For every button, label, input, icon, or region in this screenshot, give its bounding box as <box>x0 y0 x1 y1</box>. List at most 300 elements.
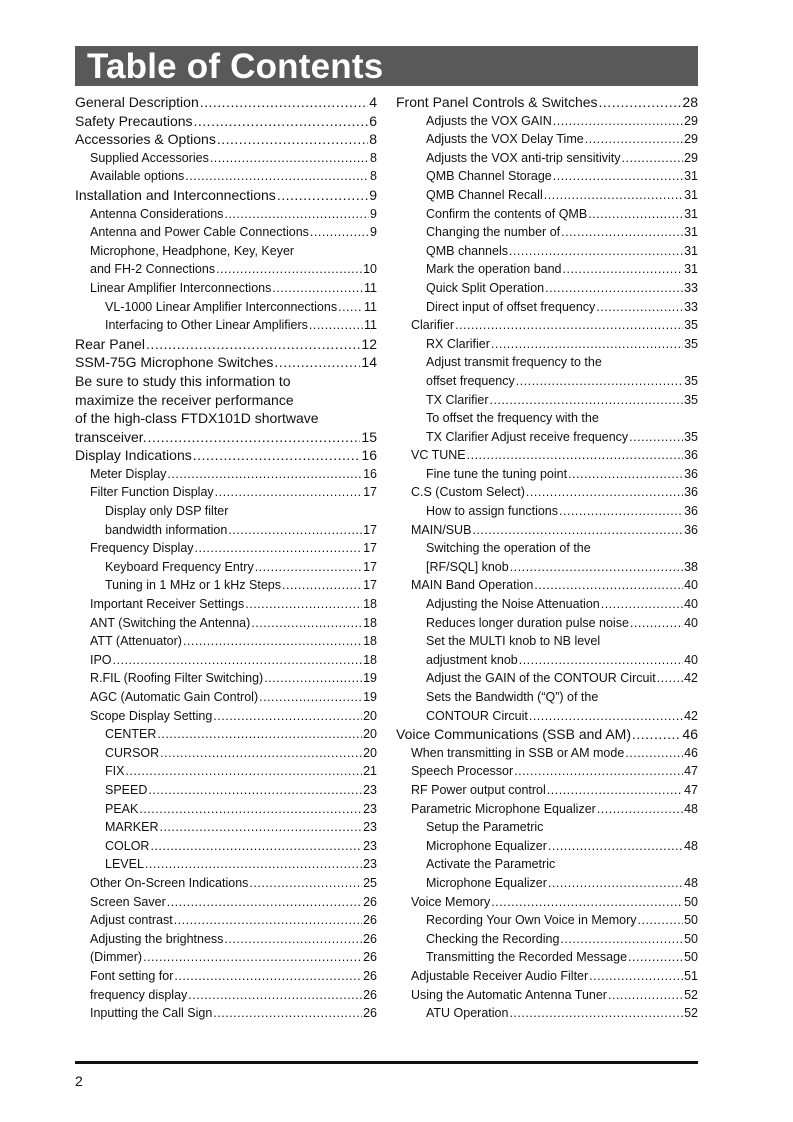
toc-entry[interactable] <box>75 688 377 707</box>
toc-entry-page: 23 <box>363 820 377 835</box>
toc-leader-dots <box>213 707 362 726</box>
toc-entry[interactable] <box>396 223 698 242</box>
toc-entry[interactable] <box>396 391 698 410</box>
toc-leader-dots <box>547 781 683 800</box>
toc-entry-label: Parametric Microphone Equalizer <box>411 801 596 816</box>
toc-leader-dots <box>597 800 683 819</box>
toc-entry-page: 25 <box>363 875 377 890</box>
toc-leader-dots <box>491 335 683 354</box>
toc-entry[interactable] <box>396 874 698 893</box>
toc-entry-page: 18 <box>363 615 377 630</box>
toc-entry-label: adjustment knob <box>426 652 518 667</box>
toc-entry-page: 11 <box>364 318 377 333</box>
toc-entry-page: 18 <box>363 652 377 667</box>
toc-entry-label: of the high-class FTDX101D shortwave <box>75 410 319 427</box>
toc-entry-label: Important Receiver Settings <box>90 597 245 612</box>
toc-entry-label: RX Clarifier <box>426 336 490 351</box>
toc-entry-label: ATT (Attenuator) <box>90 634 182 649</box>
toc-leader-dots <box>148 781 362 800</box>
toc-entry-page: 11 <box>364 280 377 295</box>
toc-entry[interactable] <box>396 930 698 949</box>
toc-entry[interactable] <box>75 409 377 428</box>
toc-entry[interactable] <box>75 558 377 577</box>
toc-entry-label: CONTOUR Circuit <box>426 708 528 723</box>
toc-leader-dots <box>228 521 362 540</box>
toc-entry-page: 12 <box>361 335 377 352</box>
toc-entry[interactable] <box>396 298 698 317</box>
toc-entry[interactable] <box>396 762 698 781</box>
toc-entry-page: 35 <box>684 429 698 444</box>
toc-entry-page: 8 <box>370 150 377 165</box>
toc-leader-dots <box>526 483 683 502</box>
toc-leader-dots <box>183 632 362 651</box>
toc-entry-label: To offset the frequency with the <box>426 411 599 426</box>
toc-entry[interactable] <box>75 372 377 391</box>
toc-leader-dots <box>545 279 683 298</box>
toc-leader-dots <box>113 651 363 670</box>
toc-entry-label: Sets the Bandwidth (“Q”) of the <box>426 690 599 704</box>
toc-entry-label: VC TUNE <box>411 448 466 463</box>
toc-leader-dots <box>145 855 362 874</box>
toc-leader-dots <box>553 167 683 186</box>
toc-entry-page: 9 <box>369 186 377 203</box>
toc-leader-dots <box>510 558 683 577</box>
toc-entry-page: 36 <box>684 504 698 519</box>
toc-leader-dots <box>167 465 362 484</box>
toc-entry-label: Scope Display Setting <box>90 708 213 723</box>
toc-entry[interactable] <box>75 614 377 633</box>
toc-leader-dots <box>455 316 683 335</box>
toc-entry-page: 35 <box>684 336 698 351</box>
toc-leader-dots <box>519 651 683 670</box>
toc-entry[interactable] <box>396 744 698 763</box>
toc-leader-dots <box>561 223 683 242</box>
toc-leader-dots <box>629 428 683 447</box>
toc-entry-page: 48 <box>684 875 698 890</box>
toc-entry-label: C.S (Custom Select) <box>411 485 525 500</box>
toc-leader-dots <box>143 948 362 967</box>
toc-entry[interactable] <box>396 651 698 670</box>
toc-entry-page: 35 <box>684 373 698 388</box>
toc-entry-label: Front Panel Controls & Switches <box>396 94 598 110</box>
toc-leader-dots <box>245 595 362 614</box>
toc-entry-page: 17 <box>363 541 377 556</box>
toc-entry-label: Voice Memory <box>411 894 491 909</box>
toc-entry[interactable] <box>396 205 698 224</box>
toc-entry-label: SPEED <box>105 782 148 797</box>
toc-entry[interactable] <box>396 167 698 186</box>
toc-entry[interactable] <box>75 781 377 800</box>
toc-leader-dots <box>560 930 683 949</box>
toc-entry-label: Be sure to study this information to <box>75 372 291 389</box>
toc-leader-dots <box>272 279 363 298</box>
toc-entry-label: Font setting for <box>90 968 174 983</box>
toc-entry[interactable] <box>75 632 377 651</box>
toc-entry-page: 50 <box>684 950 698 965</box>
toc-entry-page: 36 <box>684 448 698 463</box>
toc-leader-dots <box>255 558 362 577</box>
toc-entry-page: 26 <box>363 1006 377 1021</box>
toc-entry-page: 40 <box>684 578 698 593</box>
toc-entry[interactable] <box>396 465 698 484</box>
toc-leader-dots <box>625 744 683 763</box>
toc-entry[interactable] <box>396 372 698 391</box>
toc-entry[interactable] <box>75 874 377 893</box>
toc-entry[interactable] <box>75 595 377 614</box>
toc-entry[interactable] <box>75 986 377 1005</box>
toc-leader-dots <box>251 614 362 633</box>
toc-entry-page: 29 <box>684 132 698 147</box>
toc-entry[interactable] <box>396 781 698 800</box>
toc-leader-dots <box>193 446 361 465</box>
toc-entry-page: 50 <box>684 913 698 928</box>
toc-entry-page: 29 <box>684 113 698 128</box>
toc-entry-page: 23 <box>363 838 377 853</box>
toc-entry[interactable] <box>75 911 377 930</box>
toc-leader-dots <box>596 298 683 317</box>
toc-leader-dots <box>274 353 360 372</box>
toc-leader-dots <box>509 1004 683 1023</box>
toc-leader-dots <box>553 112 683 131</box>
toc-entry-page: 16 <box>363 466 377 481</box>
toc-leader-dots <box>264 669 362 688</box>
toc-entry[interactable] <box>396 688 698 707</box>
page-title: Table of Contents <box>87 47 384 86</box>
toc-entry-label: Activate the Parametric <box>426 857 556 872</box>
toc-entry[interactable] <box>75 279 377 298</box>
toc-leader-dots <box>216 260 362 279</box>
toc-entry[interactable] <box>396 558 698 577</box>
toc-entry[interactable] <box>75 93 377 112</box>
toc-entry-page: 47 <box>684 764 698 779</box>
toc-leader-dots <box>568 465 683 484</box>
toc-entry-page: 31 <box>684 225 698 240</box>
toc-entry-page: 19 <box>363 671 377 686</box>
toc-entry-label: Adjusts the VOX Delay Time <box>426 132 584 147</box>
toc-entry[interactable] <box>75 855 377 874</box>
toc-entry[interactable] <box>75 502 377 521</box>
toc-entry-page: 19 <box>363 690 377 704</box>
toc-entry-label: Microphone Equalizer <box>426 838 547 853</box>
toc-leader-dots <box>589 967 683 986</box>
toc-entry[interactable] <box>75 465 377 484</box>
toc-entry-label: FIX <box>105 764 125 779</box>
toc-leader-dots <box>259 688 362 707</box>
toc-entry-label: VL-1000 Linear Amplifier Interconnections <box>105 299 338 314</box>
toc-entry[interactable] <box>396 800 698 819</box>
toc-entry[interactable] <box>396 260 698 279</box>
toc-entry-page: 42 <box>684 708 698 723</box>
toc-entry[interactable] <box>396 1004 698 1023</box>
toc-entry-label: Microphone Equalizer <box>426 875 547 890</box>
toc-entry[interactable] <box>396 725 698 744</box>
toc-leader-dots <box>559 502 683 521</box>
toc-entry-label: Meter Display <box>90 466 167 481</box>
toc-entry[interactable] <box>75 298 377 317</box>
toc-entry-label: Direct input of offset frequency <box>426 299 596 314</box>
toc-entry-label: Linear Amplifier Interconnections <box>90 280 272 295</box>
toc-entry[interactable] <box>75 242 377 261</box>
toc-entry-page: 46 <box>682 726 698 743</box>
toc-leader-dots <box>490 391 684 410</box>
toc-entry[interactable] <box>396 409 698 428</box>
toc-entry-label: Accessories & Options <box>75 131 216 148</box>
toc-entry-page: 17 <box>363 485 377 500</box>
toc-entry-label: Clarifier <box>411 318 455 333</box>
toc-leader-dots <box>174 967 362 986</box>
bottom-rule <box>75 1061 698 1064</box>
toc-entry-page: 40 <box>684 615 698 630</box>
toc-entry-label: Antenna Considerations <box>90 206 224 221</box>
toc-entry[interactable] <box>75 539 377 558</box>
toc-entry-page: 9 <box>370 206 377 221</box>
toc-leader-dots <box>467 446 683 465</box>
toc-entry-page: 17 <box>363 522 377 537</box>
toc-entry-page: 31 <box>684 262 698 277</box>
toc-entry[interactable] <box>75 1004 377 1023</box>
toc-entry-page: 17 <box>363 559 377 574</box>
toc-entry-label: Speech Processor <box>411 764 514 779</box>
toc-entry[interactable] <box>75 130 377 149</box>
toc-entry-page: 36 <box>684 485 698 500</box>
toc-entry[interactable] <box>75 428 377 447</box>
toc-entry-page: 48 <box>684 838 698 853</box>
toc-entry-page: 23 <box>363 782 377 797</box>
toc-entry-page: 18 <box>363 634 377 649</box>
toc-entry[interactable] <box>396 186 698 205</box>
toc-entry[interactable] <box>75 521 377 540</box>
toc-entry[interactable] <box>75 762 377 781</box>
toc-entry-label: SSM-75G Microphone Switches <box>75 354 274 371</box>
toc-entry[interactable] <box>396 242 698 261</box>
toc-entry[interactable] <box>396 967 698 986</box>
toc-entry[interactable] <box>396 576 698 595</box>
toc-entry[interactable] <box>396 948 698 967</box>
toc-leader-dots <box>632 725 681 744</box>
toc-entry-label: RF Power output control <box>411 782 546 797</box>
toc-entry-page: 26 <box>363 913 377 928</box>
toc-entry-label: transceiver. <box>75 428 147 445</box>
toc-entry[interactable] <box>396 855 698 874</box>
toc-leader-dots <box>601 595 683 614</box>
toc-entry[interactable] <box>75 930 377 949</box>
toc-entry[interactable] <box>396 911 698 930</box>
toc-entry[interactable] <box>75 837 377 856</box>
toc-entry[interactable] <box>75 186 377 205</box>
toc-entry[interactable] <box>396 986 698 1005</box>
toc-entry-label: Display Indications <box>75 447 192 464</box>
toc-entry-page: 42 <box>684 671 698 686</box>
toc-entry-label: AGC (Automatic Gain Control) <box>90 690 259 704</box>
toc-entry[interactable] <box>396 669 698 688</box>
toc-entry[interactable] <box>75 149 377 168</box>
toc-leader-dots <box>509 242 683 261</box>
toc-entry[interactable] <box>396 446 698 465</box>
toc-entry-label: General Description <box>75 94 199 110</box>
toc-entry-label: Transmitting the Recorded Message <box>426 950 628 965</box>
toc-entry-label: Adjustable Receiver Audio Filter <box>411 968 589 983</box>
toc-entry-label: How to assign functions <box>426 504 559 519</box>
toc-entry-label: Checking the Recording <box>426 931 560 946</box>
toc-leader-dots <box>277 186 368 205</box>
toc-entry[interactable] <box>75 483 377 502</box>
toc-entry-page: 38 <box>684 559 698 574</box>
toc-entry-page: 35 <box>684 392 698 407</box>
toc-entry-page: 21 <box>363 764 377 779</box>
toc-entry[interactable] <box>396 521 698 540</box>
toc-entry-page: 35 <box>684 318 698 333</box>
toc-leader-dots <box>249 874 362 893</box>
toc-entry-label: R.FIL (Roofing Filter Switching) <box>90 671 264 686</box>
toc-leader-dots <box>472 521 683 540</box>
toc-leader-dots <box>194 112 369 131</box>
toc-leader-dots <box>491 893 683 912</box>
toc-leader-dots <box>200 93 368 112</box>
toc-entry-page: 8 <box>370 169 377 184</box>
toc-leader-dots <box>588 205 683 224</box>
toc-entry-page: 31 <box>684 243 698 258</box>
toc-entry-page: 47 <box>684 782 698 797</box>
toc-entry-page: 31 <box>684 169 698 184</box>
toc-leader-dots <box>282 576 362 595</box>
toc-entry[interactable] <box>75 669 377 688</box>
toc-entry-page: 26 <box>363 968 377 983</box>
toc-entry[interactable] <box>75 112 377 131</box>
toc-leader-dots <box>148 428 361 447</box>
toc-entry[interactable] <box>75 967 377 986</box>
toc-entry-label: IPO <box>90 652 112 667</box>
toc-entry-page: 10 <box>363 262 377 277</box>
toc-entry-label: Frequency Display <box>90 541 194 556</box>
toc-entry[interactable] <box>75 651 377 670</box>
toc-entry[interactable] <box>396 93 698 112</box>
toc-leader-dots <box>338 298 363 317</box>
toc-leader-dots <box>310 223 369 242</box>
toc-entry[interactable] <box>75 893 377 912</box>
toc-entry-label: Setup the Parametric <box>426 820 544 835</box>
toc-entry-page: 26 <box>363 894 377 909</box>
toc-entry[interactable] <box>396 818 698 837</box>
toc-entry[interactable] <box>75 818 377 837</box>
toc-entry-page: 9 <box>370 225 377 240</box>
toc-entry[interactable] <box>75 446 377 465</box>
toc-leader-dots <box>622 149 684 168</box>
toc-entry[interactable] <box>75 576 377 595</box>
toc-entry[interactable] <box>396 428 698 447</box>
toc-leader-dots <box>157 725 362 744</box>
toc-leader-dots <box>146 335 360 354</box>
toc-entry[interactable] <box>396 595 698 614</box>
toc-entry-label: Antenna and Power Cable Connections <box>90 225 309 240</box>
toc-leader-dots <box>630 614 683 633</box>
toc-entry-label: Set the MULTI knob to NB level <box>426 634 601 649</box>
toc-leader-dots <box>529 707 683 726</box>
toc-entry[interactable] <box>396 707 698 726</box>
toc-entry[interactable] <box>396 130 698 149</box>
toc-entry-page: 18 <box>363 597 377 612</box>
toc-entry[interactable] <box>396 149 698 168</box>
toc-entry-label: COLOR <box>105 838 150 853</box>
toc-entry[interactable] <box>75 391 377 410</box>
toc-entry-page: 50 <box>684 894 698 909</box>
toc-right-column <box>396 93 698 1023</box>
toc-entry[interactable] <box>75 316 377 335</box>
toc-entry-label: Filter Function Display <box>90 485 214 500</box>
toc-entry-page: 52 <box>684 987 698 1002</box>
toc-entry[interactable] <box>396 539 698 558</box>
toc-entry-label: frequency display <box>90 987 188 1002</box>
toc-entry[interactable] <box>396 279 698 298</box>
toc-entry[interactable] <box>75 744 377 763</box>
toc-entry-page: 14 <box>361 354 377 371</box>
toc-entry-page: 50 <box>684 931 698 946</box>
page-number: 2 <box>75 1073 83 1089</box>
toc-entry-label: PEAK <box>105 801 139 816</box>
toc-entry-label: Interfacing to Other Linear Amplifiers <box>105 318 308 333</box>
toc-entry[interactable] <box>75 948 377 967</box>
toc-entry[interactable] <box>396 335 698 354</box>
toc-entry-label: Available options <box>90 169 185 184</box>
toc-entry[interactable] <box>75 353 377 372</box>
toc-entry[interactable] <box>396 483 698 502</box>
toc-leader-dots <box>628 948 683 967</box>
toc-entry[interactable] <box>396 632 698 651</box>
toc-leader-dots <box>657 669 683 688</box>
toc-entry-label: Quick Split Operation <box>426 280 545 295</box>
toc-entry-page: 26 <box>363 987 377 1002</box>
toc-entry-page: 31 <box>684 206 698 221</box>
toc-entry[interactable] <box>75 335 377 354</box>
toc-entry[interactable] <box>75 167 377 186</box>
toc-entry[interactable] <box>396 614 698 633</box>
toc-entry-label: Changing the number of <box>426 225 561 240</box>
toc-entry-label: Adjusts the VOX GAIN <box>426 113 552 128</box>
toc-entry-label: LEVEL <box>105 857 144 872</box>
toc-entry[interactable] <box>75 800 377 819</box>
toc-entry-label: MARKER <box>105 820 159 835</box>
toc-entry-page: 20 <box>363 745 377 760</box>
toc-entry[interactable] <box>75 707 377 726</box>
toc-entry[interactable] <box>75 223 377 242</box>
toc-entry-page: 33 <box>684 299 698 314</box>
toc-entry[interactable] <box>396 893 698 912</box>
toc-entry-label: QMB channels <box>426 243 508 258</box>
toc-entry[interactable] <box>75 260 377 279</box>
toc-entry-page: 26 <box>363 931 377 946</box>
toc-leader-dots <box>548 837 683 856</box>
toc-leader-dots <box>167 893 362 912</box>
toc-entry[interactable] <box>396 353 698 372</box>
toc-entry[interactable] <box>396 316 698 335</box>
toc-entry-page: 31 <box>684 187 698 202</box>
toc-entry-label: MAIN Band Operation <box>411 578 534 593</box>
toc-entry-label: QMB Channel Storage <box>426 169 552 184</box>
toc-entry[interactable] <box>75 725 377 744</box>
toc-entry[interactable] <box>396 502 698 521</box>
toc-entry[interactable] <box>396 837 698 856</box>
toc-entry-label: bandwidth information <box>105 522 228 537</box>
toc-entry-page: 20 <box>363 727 377 742</box>
toc-leader-dots <box>224 930 362 949</box>
toc-entry[interactable] <box>396 112 698 131</box>
toc-entry-label: QMB Channel Recall <box>426 187 543 202</box>
toc-leader-dots <box>210 149 369 168</box>
toc-entry-page: 23 <box>363 801 377 816</box>
toc-entry[interactable] <box>75 205 377 224</box>
toc-left-column <box>75 93 377 1023</box>
toc-entry-label: Using the Automatic Antenna Tuner <box>411 987 607 1002</box>
toc-leader-dots <box>213 1004 362 1023</box>
